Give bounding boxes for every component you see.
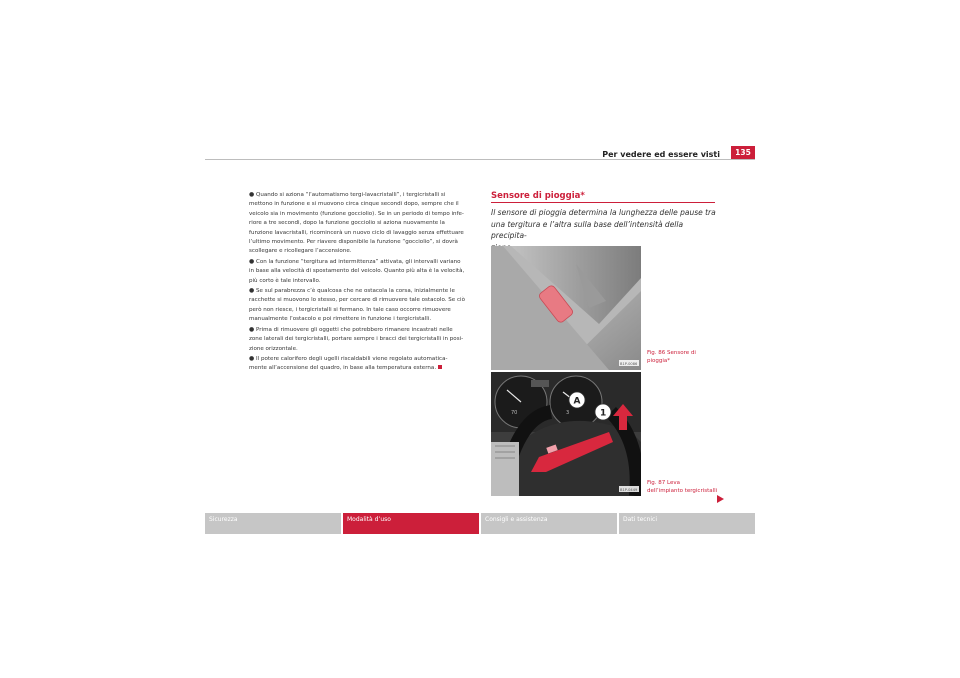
continue-arrow-icon [717,488,725,507]
rain-sensor-illustration [491,246,641,370]
bullet-icon: ● [249,325,255,333]
section-end-marker-icon [438,365,442,369]
svg-text:3: 3 [566,410,570,416]
left-column-text [249,190,477,374]
section-rule [491,202,715,203]
figure-code: B1P-0449 [620,488,638,492]
tab-dati-tecnici[interactable]: Dati tecnici [619,513,755,534]
bullet-paragraph-2: ● Con la funzione “tergitura ad intermittenza” attivata, gli intervalli variano in base alla velocità di spostamento del veicolo. Quanto più alta è la velocità, più corto è tale intervallo. [249,257,465,284]
tab-consigli-e-assistenza[interactable]: Consigli e assistenza [481,513,617,534]
running-header-title: Per vedere ed essere visti [602,150,720,159]
bullet-icon: ● [249,191,255,198]
bullet-icon: ● [249,287,255,295]
section-title: Sensore di pioggia* [491,191,585,201]
svg-text:70: 70 [511,410,518,416]
figure-caption-86: Fig. 86 Sensore di pioggia* [647,350,696,364]
section-lead-text: Il sensore di pioggia determina la lunghezza delle pause tra una tergitura e l’altra sulla base dell’intensità della precipita- [491,208,716,240]
figure-caption-87: Fig. 87 Leva dell’impianto tergicristalli [647,480,718,494]
wiper-lever-illustration [491,372,641,496]
callout-1: 1 [600,408,607,419]
header-rule [205,159,755,160]
bullet-paragraph-5: ● Il potere calorifero degli ugelli riscaldabili viene regolato automatica- mente all’accensione del quadro, in base alla temperatura esterna. [249,354,448,372]
bullet-icon: ● [249,257,255,265]
figure-wiper-lever [491,372,641,496]
tab-sicurezza[interactable]: Sicurezza [205,513,341,534]
page-number-badge: 135 [731,146,755,159]
footer-section-tabs [205,513,755,534]
figure-rain-sensor [491,246,641,370]
bullet-icon: ● [249,354,255,362]
bullet-paragraph-4: ● Prima di rimuovere gli oggetti che potrebbero rimanere incastrati nelle zone laterali dei tergicristalli, portare sempre i bracci dei tergicristalli in posi- zione orizzontale. [249,325,464,352]
bullet-paragraph-1: ● Quando si aziona “l’automatismo tergi-lavacristalli”, i tergicristalli si mettono in funzione e si muovono circa cinque secondi dopo, sempre che il veicolo sia in movimento (funzione gocciolio). Se in un periodo di tempo infe- riore a tre secondi, dopo la funzione gocciolio si aziona nuovamente la funzione lavacristalli, ricomincerà un nuovo ciclo di lavaggio senza effettuare l’ultimo movimento. Per riavere disponibile la funzione “gocciolio”, si dovrà scollegare e ricollegare l’accensione. [249,191,464,255]
figure-code: B1P-0086 [620,362,638,366]
callout-a: A [573,396,581,407]
bullet-paragraph-3: ● Se sul parabrezza c’è qualcosa che ne ostacola la corsa, inizialmente le racchette si muovono lo stesso, per cercare di rimuovere tale ostacolo. Se ciò però non riesce, i tergicristalli si fermano. In tale caso occorre rimuovere manualmente l’ostacolo e poi rimettere in funzione i tergicristalli. [249,287,465,323]
tab-modalita-duso[interactable]: Modalità d’uso [343,513,479,534]
